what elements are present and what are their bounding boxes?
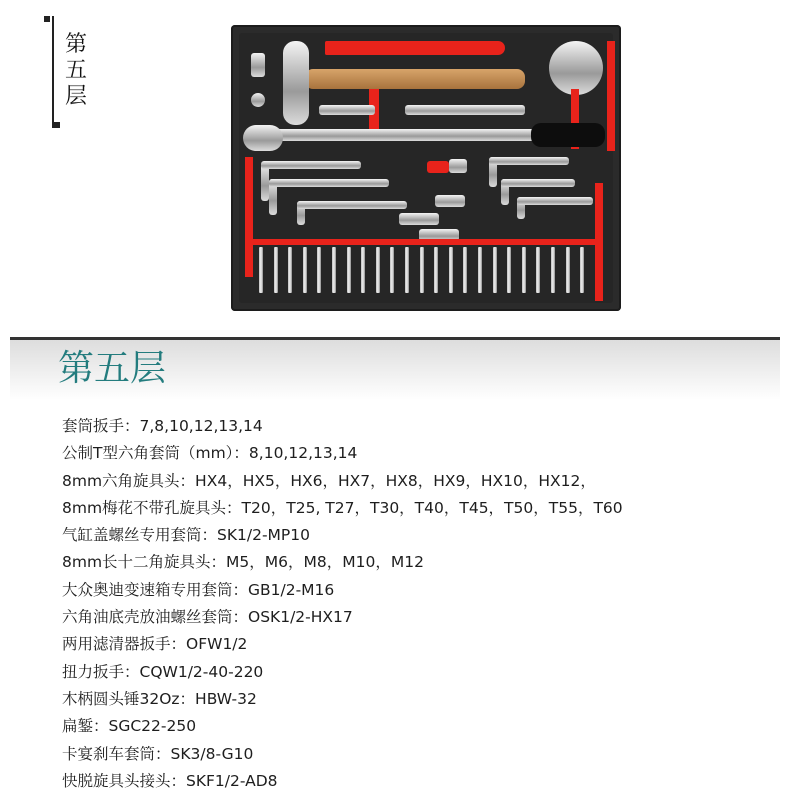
ratchet-head <box>243 125 283 151</box>
screwdriver-bit <box>434 247 438 293</box>
torque-wrench-grip <box>531 123 605 147</box>
socket-small <box>251 93 265 107</box>
screwdriver-bit <box>580 247 584 293</box>
spec-item: 8mm六角旋具头：HX4，HX5，HX6，HX7，HX8，HX9，HX10，HX12， <box>62 471 596 490</box>
spec-item: 快脱旋具头接头：SKF1/2-AD8 <box>62 771 278 790</box>
extension-bar <box>319 105 375 115</box>
torque-wrench-shaft <box>269 129 539 141</box>
l-socket-wrench <box>297 201 407 209</box>
screwdriver-bit <box>405 247 409 293</box>
bit-adapter <box>399 213 439 225</box>
socket-small <box>251 53 265 77</box>
spec-item: 扭力扳手：CQW1/2-40-220 <box>62 662 264 681</box>
l-socket-wrench <box>517 197 593 205</box>
spec-item: 扁錾：SGC22-250 <box>62 717 197 736</box>
screwdriver-bit <box>303 247 307 293</box>
spec-item: 大众奥迪变速箱专用套筒：GB1/2-M16 <box>62 580 335 599</box>
spec-list <box>62 413 623 795</box>
filter-wrench <box>549 41 603 95</box>
spec-item: 公制T型六角套筒（mm）：8,10,12,13,14 <box>62 444 358 463</box>
tray-foam <box>239 33 613 303</box>
t-handle-right <box>607 41 615 151</box>
side-label-text: 第五层 <box>64 32 87 109</box>
bit-rail <box>253 239 599 245</box>
spec-item: 8mm梅花不带孔旋具头：T20，T25, T27，T30，T40，T45，T50，T55，T60 <box>62 498 623 517</box>
hammer-head <box>283 41 309 125</box>
screwdriver-bit <box>361 247 365 293</box>
screwdriver-bit <box>390 247 394 293</box>
screwdriver-bit <box>288 247 292 293</box>
l-socket-wrench <box>501 179 575 187</box>
screwdriver-bit <box>463 247 467 293</box>
screwdriver-bit <box>420 247 424 293</box>
screwdriver-bit <box>536 247 540 293</box>
side-label <box>40 10 100 130</box>
screwdriver-bit <box>478 247 482 293</box>
screwdriver-bit <box>376 247 380 293</box>
screwdriver-bit <box>332 247 336 293</box>
bracket-dot-top <box>44 16 50 22</box>
l-socket-wrench <box>489 157 569 165</box>
bracket-line <box>52 16 54 128</box>
screwdriver-bit <box>259 247 263 293</box>
spec-item: 气缸盖螺丝专用套筒：SK1/2-MP10 <box>62 526 310 545</box>
hammer-handle <box>305 69 525 89</box>
spec-item: 卡宴刹车套筒：SK3/8-G10 <box>62 744 254 763</box>
spec-item: 六角油底壳放油螺丝套筒：OSK1/2-HX17 <box>62 608 353 627</box>
screwdriver-bit <box>551 247 555 293</box>
spec-item: 木柄圆头锤32Oz：HBW-32 <box>62 689 257 708</box>
bracket-dot-bottom <box>54 122 60 128</box>
screwdriver-bit <box>449 247 453 293</box>
bit-row <box>259 247 595 297</box>
l-socket-wrench <box>261 161 361 169</box>
l-socket-wrench <box>269 179 389 187</box>
chisel <box>325 41 505 55</box>
spec-item: 8mm长十二角旋具头：M5，M6，M8，M10，M12 <box>62 553 424 572</box>
screwdriver-bit <box>347 247 351 293</box>
tool-tray-photo <box>231 25 621 311</box>
screwdriver-bit <box>274 247 278 293</box>
screwdriver-bit <box>493 247 497 293</box>
socket-small <box>449 159 467 173</box>
section-heading: 第五层 <box>58 348 167 389</box>
screwdriver-bit <box>566 247 570 293</box>
spec-item: 套筒扳手：7,8,10,12,13,14 <box>62 417 263 435</box>
brake-socket <box>427 161 449 173</box>
t-handle-left <box>245 157 253 277</box>
screwdriver-bit <box>507 247 511 293</box>
screwdriver-bit <box>522 247 526 293</box>
socket-small <box>435 195 465 207</box>
spec-item: 两用滤清器扳手：OFW1/2 <box>62 635 248 654</box>
extension-bar <box>405 105 525 115</box>
screwdriver-bit <box>317 247 321 293</box>
